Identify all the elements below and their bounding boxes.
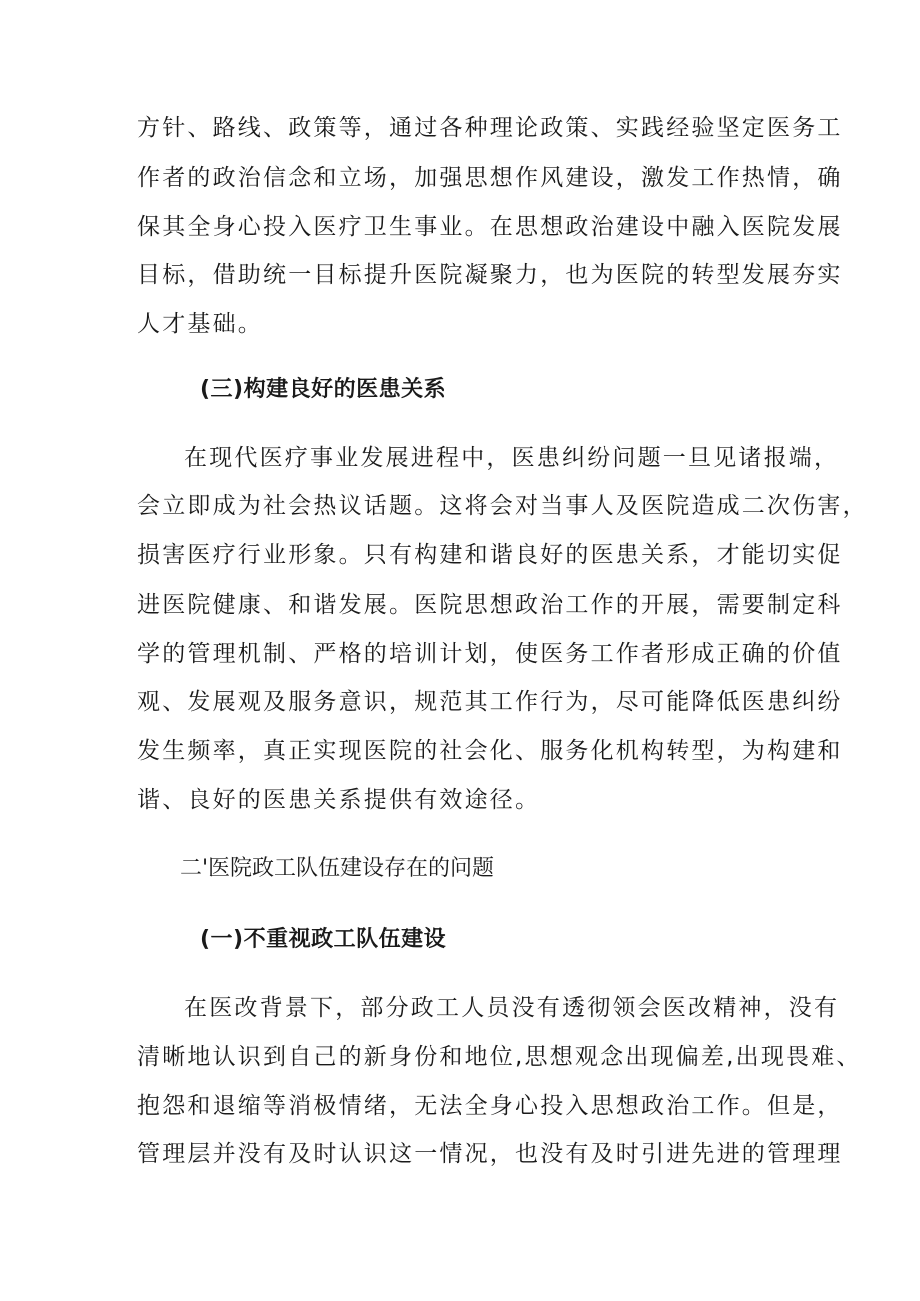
paragraph-line: 学的管理机制、严格的培训计划，使医务工作者形成正确的价值	[137, 641, 843, 667]
paragraph-line: 目标，借助统一目标提升医院凝聚力，也为医院的转型发展夯实	[137, 262, 843, 288]
paragraph-line: 谐、良好的医患关系提供有效途径。	[137, 787, 541, 813]
section-heading-1: (一)不重视政工队伍建设	[200, 927, 447, 952]
paragraph-line: 观、发展观及服务意识，规范其工作行为，尽可能降低医患纠纷	[137, 689, 843, 715]
section-title: 二'医院政工队伍建设存在的问题	[180, 856, 495, 881]
paragraph-line: 方针、路线、政策等，通过各种理论政策、实践经验坚定医务工	[137, 115, 843, 141]
paragraph-line: 在现代医疗事业发展进程中，医患纠纷问题一旦见诸报端，	[184, 445, 840, 471]
paragraph-line: 清晰地认识到自己的新身份和地位,思想观念出现偏差,出现畏难、	[137, 1044, 862, 1070]
paragraph-line: 进医院健康、和谐发展。医院思想政治工作的开展，需要制定科	[137, 592, 843, 618]
paragraph-line: 会立即成为社会热议话题。这将会对当事人及医院造成二次伤害，	[137, 493, 868, 519]
paragraph-line: 保其全身心投入医疗卫生事业。在思想政治建设中融入医院发展	[137, 214, 843, 240]
paragraph-line: 在医改背景下，部分政工人员没有透彻领会医改精神，没有	[184, 995, 840, 1021]
paragraph-line: 发生频率，真正实现医院的社会化、服务化机构转型，为构建和	[137, 738, 843, 764]
paragraph-line: 人才基础。	[137, 311, 263, 337]
paragraph-line: 损害医疗行业形象。只有构建和谐良好的医患关系，才能切实促	[137, 542, 843, 568]
paragraph-line: 抱怨和退缩等消极情绪，无法全身心投入思想政治工作。但是，	[137, 1093, 843, 1119]
section-heading-3: (三)构建良好的医患关系	[200, 377, 447, 402]
paragraph-line: 管理层并没有及时认识这一情况，也没有及时引进先进的管理理	[137, 1141, 843, 1167]
paragraph-line: 作者的政治信念和立场，加强思想作风建设，激发工作热情，确	[137, 165, 843, 191]
